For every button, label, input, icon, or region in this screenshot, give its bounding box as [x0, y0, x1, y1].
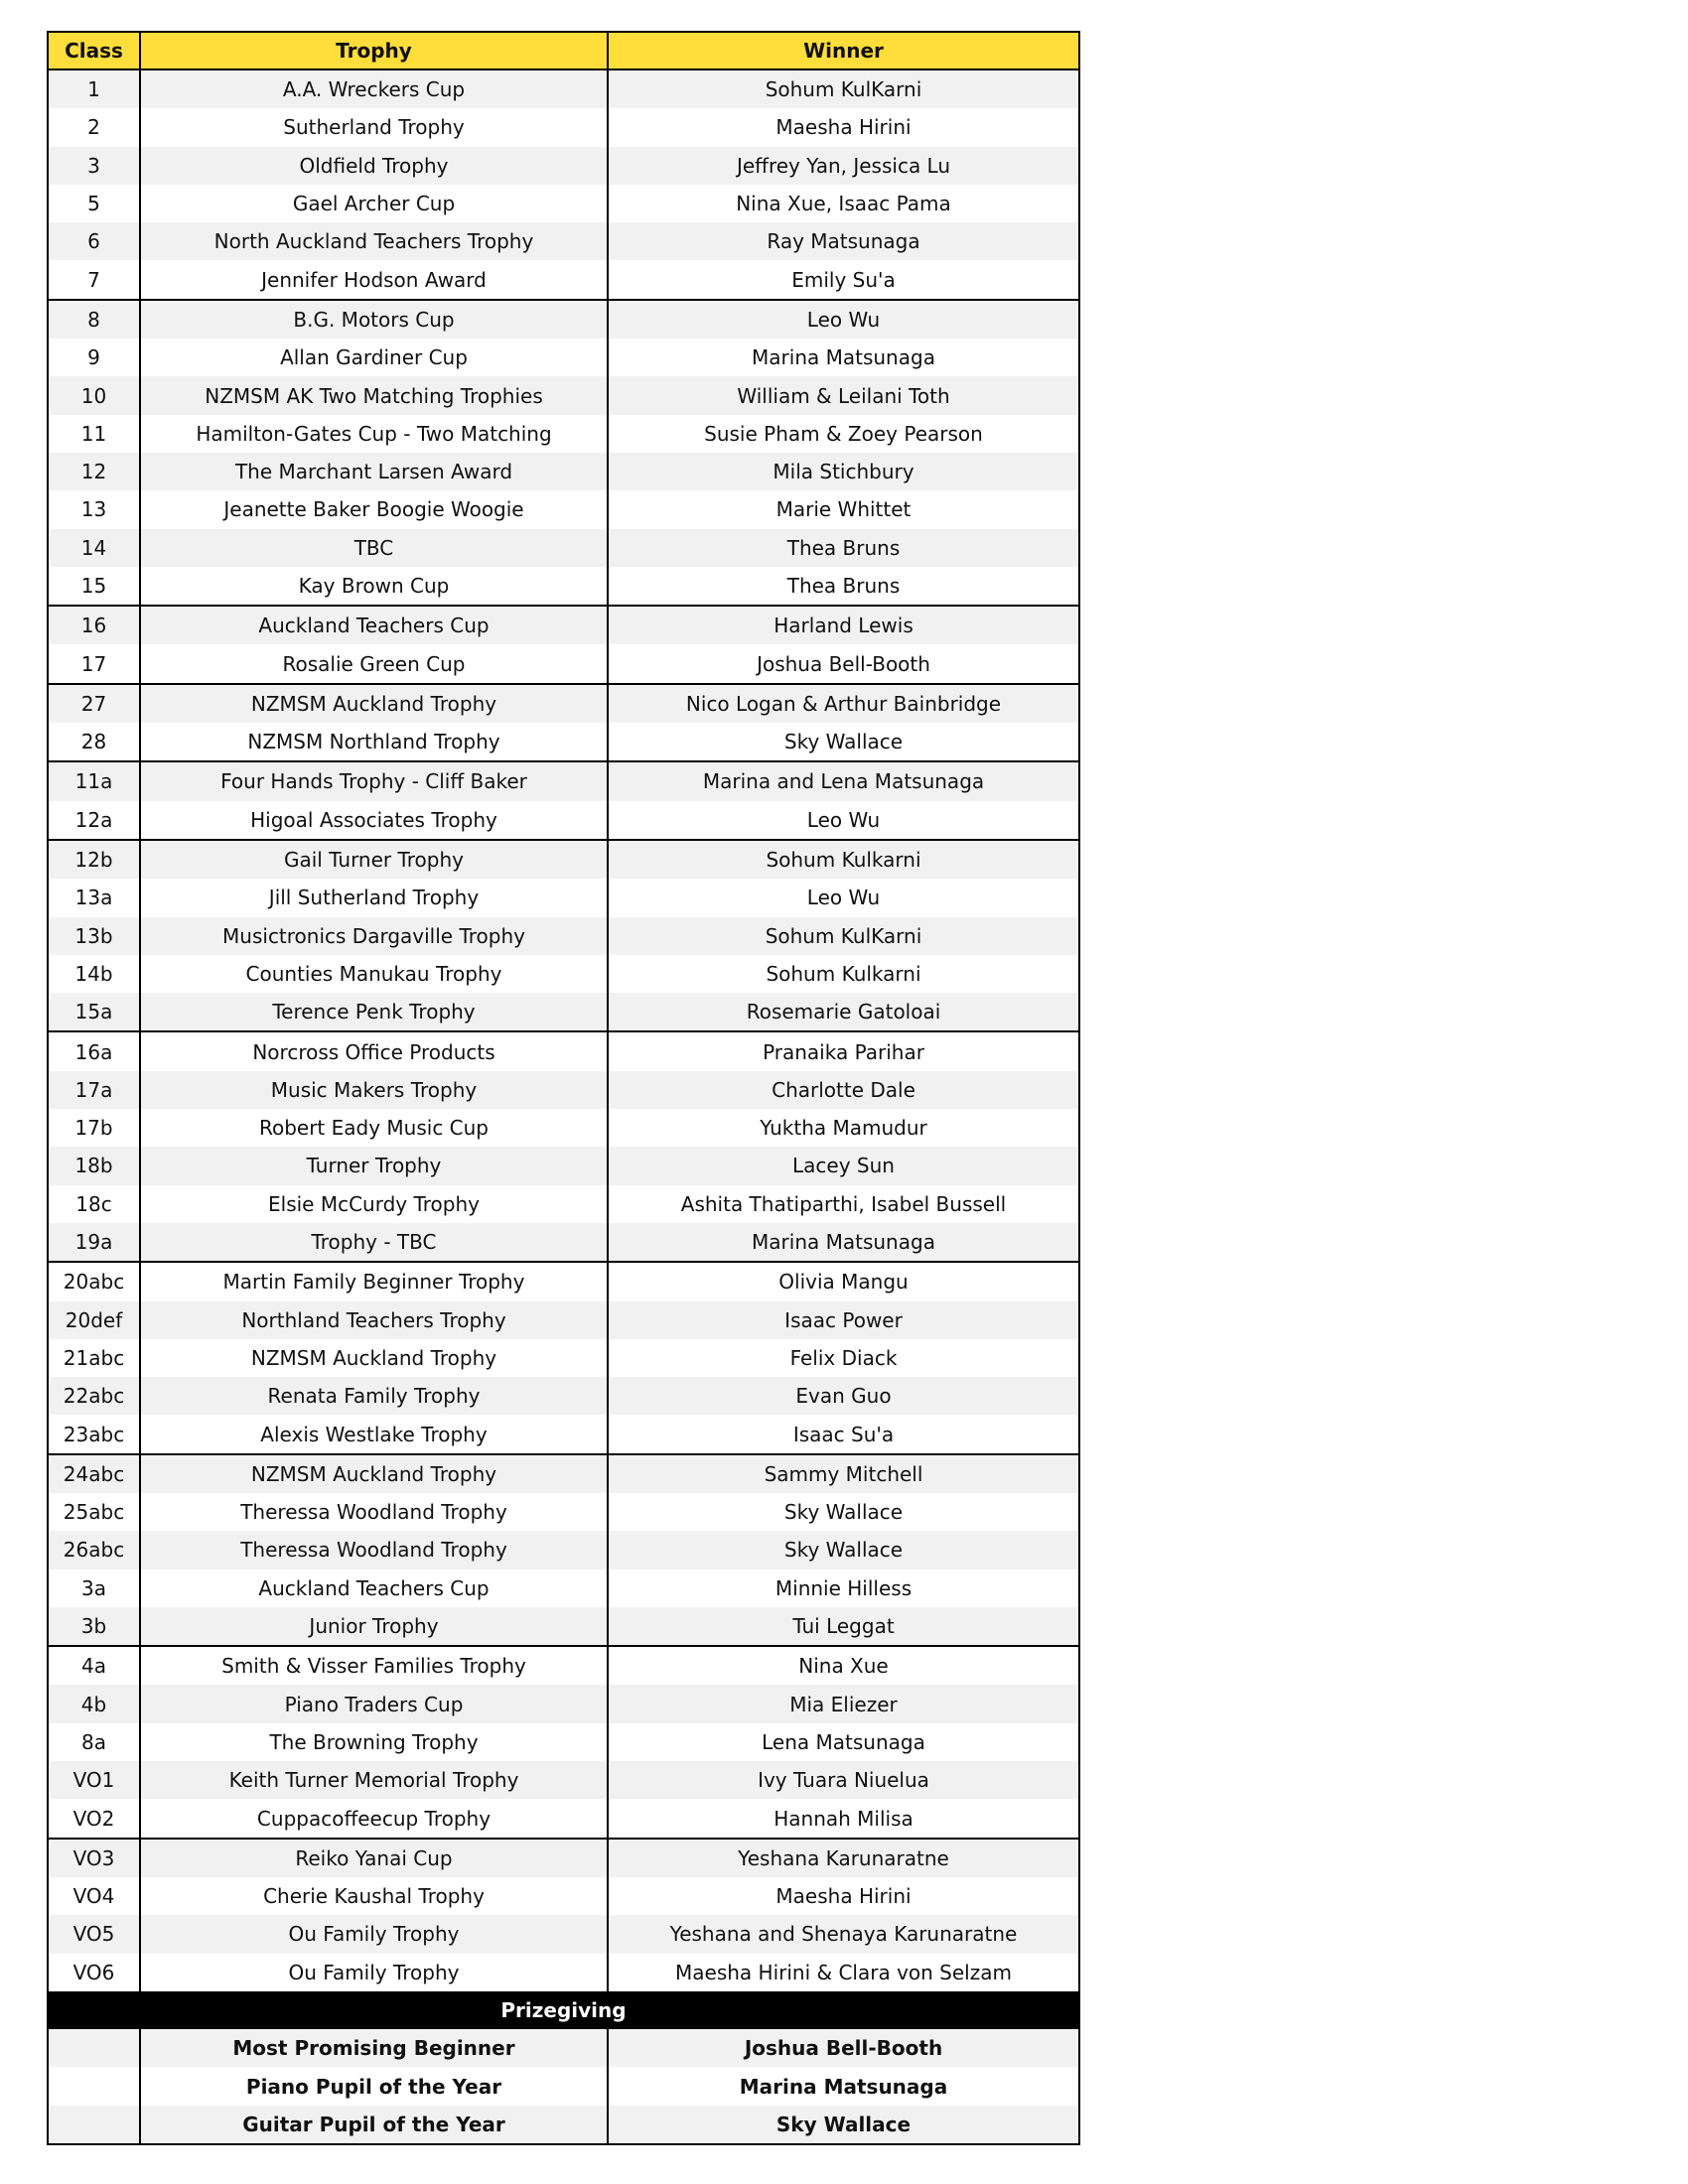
cell-class: 17a: [48, 1071, 140, 1109]
cell-winner: Leo Wu: [608, 801, 1079, 840]
cell-winner: Evan Guo: [608, 1377, 1079, 1415]
cell-trophy: NZMSM Northland Trophy: [140, 723, 608, 761]
cell-class: 14b: [48, 955, 140, 993]
cell-class: 16a: [48, 1031, 140, 1070]
cell-class: 1: [48, 69, 140, 108]
cell-winner: Sohum Kulkarni: [608, 955, 1079, 993]
table-row: [48, 339, 1079, 376]
table-row: [48, 684, 1079, 723]
cell-winner: Nina Xue, Isaac Pama: [608, 185, 1079, 222]
cell-winner: Marie Whittet: [608, 490, 1079, 528]
cell-trophy: TBC: [140, 529, 608, 567]
cell-class: 21abc: [48, 1339, 140, 1377]
cell-winner: Mila Stichbury: [608, 453, 1079, 490]
cell-trophy: The Browning Trophy: [140, 1723, 608, 1761]
cell-trophy: Sutherland Trophy: [140, 108, 608, 146]
cell-trophy: Kay Brown Cup: [140, 567, 608, 606]
cell-winner: Nico Logan & Arthur Bainbridge: [608, 684, 1079, 723]
cell-trophy: Piano Pupil of the Year: [140, 2067, 608, 2105]
table-row: [48, 1185, 1079, 1223]
cell-winner: Sky Wallace: [608, 2106, 1079, 2144]
cell-trophy: Renata Family Trophy: [140, 1377, 608, 1415]
cell-winner: Marina Matsunaga: [608, 339, 1079, 376]
cell-class: [48, 2106, 140, 2144]
cell-class: 27: [48, 684, 140, 723]
cell-class: 4a: [48, 1646, 140, 1685]
cell-trophy: Counties Manukau Trophy: [140, 955, 608, 993]
table-row: [48, 1723, 1079, 1761]
table-row: [48, 1954, 1079, 1991]
cell-class: 14: [48, 529, 140, 567]
cell-trophy: Turner Trophy: [140, 1147, 608, 1184]
cell-winner: Marina Matsunaga: [608, 2067, 1079, 2105]
cell-winner: Sammy Mitchell: [608, 1454, 1079, 1493]
cell-trophy: Keith Turner Memorial Trophy: [140, 1761, 608, 1799]
cell-trophy: Martin Family Beginner Trophy: [140, 1262, 608, 1300]
cell-winner: Sky Wallace: [608, 1531, 1079, 1569]
cell-class: 22abc: [48, 1377, 140, 1415]
table-row: [48, 1839, 1079, 1877]
cell-winner: Sky Wallace: [608, 1493, 1079, 1531]
cell-trophy: Auckland Teachers Cup: [140, 1570, 608, 1607]
cell-class: VO3: [48, 1839, 140, 1877]
cell-trophy: Theressa Woodland Trophy: [140, 1531, 608, 1569]
table-row: [48, 723, 1079, 761]
cell-trophy: B.G. Motors Cup: [140, 300, 608, 339]
cell-winner: Sohum KulKarni: [608, 69, 1079, 108]
cell-class: 15a: [48, 993, 140, 1031]
cell-winner: Sohum KulKarni: [608, 917, 1079, 955]
table-row: [48, 1415, 1079, 1453]
cell-trophy: Norcross Office Products: [140, 1031, 608, 1070]
cell-winner: Ashita Thatiparthi, Isabel Bussell: [608, 1185, 1079, 1223]
cell-trophy: NZMSM AK Two Matching Trophies: [140, 376, 608, 414]
cell-class: 3: [48, 147, 140, 185]
results-document: [47, 31, 1078, 2145]
cell-class: 19a: [48, 1223, 140, 1262]
cell-winner: Isaac Su'a: [608, 1415, 1079, 1453]
cell-trophy: Jennifer Hodson Award: [140, 260, 608, 299]
cell-class: 3b: [48, 1607, 140, 1646]
table-row: [48, 1877, 1079, 1915]
table-row: [48, 761, 1079, 800]
cell-trophy: Ou Family Trophy: [140, 1915, 608, 1953]
cell-trophy: NZMSM Auckland Trophy: [140, 1339, 608, 1377]
cell-winner: Sohum Kulkarni: [608, 840, 1079, 879]
cell-class: 17: [48, 644, 140, 683]
cell-trophy: Most Promising Beginner: [140, 2029, 608, 2067]
cell-trophy: Guitar Pupil of the Year: [140, 2106, 608, 2144]
cell-winner: Sky Wallace: [608, 723, 1079, 761]
cell-class: 9: [48, 339, 140, 376]
cell-winner: Thea Bruns: [608, 529, 1079, 567]
cell-class: 2: [48, 108, 140, 146]
table-row: [48, 1339, 1079, 1377]
table-row: [48, 606, 1079, 644]
table-row: [48, 1071, 1079, 1109]
cell-winner: Harland Lewis: [608, 606, 1079, 644]
cell-winner: Isaac Power: [608, 1301, 1079, 1339]
table-row: [48, 1147, 1079, 1184]
cell-winner: Minnie Hilless: [608, 1570, 1079, 1607]
cell-winner: Joshua Bell-Booth: [608, 644, 1079, 683]
table-header-row: [48, 32, 1079, 69]
table-row: [48, 1570, 1079, 1607]
cell-trophy: A.A. Wreckers Cup: [140, 69, 608, 108]
cell-trophy: Terence Penk Trophy: [140, 993, 608, 1031]
table-row: [48, 879, 1079, 916]
cell-class: VO4: [48, 1877, 140, 1915]
table-row: [48, 490, 1079, 528]
cell-class: 13b: [48, 917, 140, 955]
cell-class: 12: [48, 453, 140, 490]
cell-class: 12a: [48, 801, 140, 840]
cell-class: VO5: [48, 1915, 140, 1953]
award-row: [48, 2029, 1079, 2067]
prizegiving-section-row: [48, 1991, 1079, 2029]
trophy-column-header: Trophy: [140, 32, 608, 69]
table-row: [48, 1262, 1079, 1300]
table-row: [48, 1301, 1079, 1339]
cell-winner: Maesha Hirini: [608, 108, 1079, 146]
cell-class: 18b: [48, 1147, 140, 1184]
cell-trophy: Jeanette Baker Boogie Woogie: [140, 490, 608, 528]
cell-trophy: Reiko Yanai Cup: [140, 1839, 608, 1877]
table-row: [48, 644, 1079, 683]
cell-trophy: Smith & Visser Families Trophy: [140, 1646, 608, 1685]
cell-trophy: Rosalie Green Cup: [140, 644, 608, 683]
cell-class: 20def: [48, 1301, 140, 1339]
table-row: [48, 1685, 1079, 1722]
cell-winner: Charlotte Dale: [608, 1071, 1079, 1109]
cell-trophy: Four Hands Trophy - Cliff Baker: [140, 761, 608, 800]
cell-trophy: Robert Eady Music Cup: [140, 1109, 608, 1147]
cell-class: [48, 2029, 140, 2067]
cell-winner: Marina Matsunaga: [608, 1223, 1079, 1262]
cell-trophy: Gail Turner Trophy: [140, 840, 608, 879]
table-row: [48, 1915, 1079, 1953]
cell-class: 26abc: [48, 1531, 140, 1569]
cell-class: 23abc: [48, 1415, 140, 1453]
cell-trophy: North Auckland Teachers Trophy: [140, 222, 608, 260]
cell-trophy: Trophy - TBC: [140, 1223, 608, 1262]
table-row: [48, 955, 1079, 993]
award-row: [48, 2067, 1079, 2105]
table-row: [48, 185, 1079, 222]
cell-trophy: Piano Traders Cup: [140, 1685, 608, 1722]
cell-winner: Joshua Bell-Booth: [608, 2029, 1079, 2067]
cell-trophy: Northland Teachers Trophy: [140, 1301, 608, 1339]
cell-winner: William & Leilani Toth: [608, 376, 1079, 414]
cell-class: 24abc: [48, 1454, 140, 1493]
award-row: [48, 2106, 1079, 2144]
cell-class: 28: [48, 723, 140, 761]
table-row: [48, 801, 1079, 840]
cell-class: 8: [48, 300, 140, 339]
table-row: [48, 1531, 1079, 1569]
table-row: [48, 1377, 1079, 1415]
cell-trophy: Gael Archer Cup: [140, 185, 608, 222]
table-row: [48, 993, 1079, 1031]
table-row: [48, 453, 1079, 490]
table-row: [48, 108, 1079, 146]
table-row: [48, 917, 1079, 955]
cell-class: 17b: [48, 1109, 140, 1147]
table-row: [48, 300, 1079, 339]
cell-class: 11: [48, 415, 140, 453]
cell-winner: Tui Leggat: [608, 1607, 1079, 1646]
cell-winner: Pranaika Parihar: [608, 1031, 1079, 1070]
cell-class: VO2: [48, 1799, 140, 1838]
cell-winner: Lena Matsunaga: [608, 1723, 1079, 1761]
cell-winner: Hannah Milisa: [608, 1799, 1079, 1838]
cell-winner: Jeffrey Yan, Jessica Lu: [608, 147, 1079, 185]
table-row: [48, 567, 1079, 606]
winner-column-header: Winner: [608, 32, 1079, 69]
cell-winner: Leo Wu: [608, 879, 1079, 916]
table-row: [48, 1223, 1079, 1262]
table-row: [48, 260, 1079, 299]
cell-trophy: Higoal Associates Trophy: [140, 801, 608, 840]
cell-winner: Rosemarie Gatoloai: [608, 993, 1079, 1031]
cell-class: 20abc: [48, 1262, 140, 1300]
cell-trophy: Music Makers Trophy: [140, 1071, 608, 1109]
cell-class: 5: [48, 185, 140, 222]
cell-winner: Lacey Sun: [608, 1147, 1079, 1184]
cell-class: 4b: [48, 1685, 140, 1722]
table-row: [48, 147, 1079, 185]
cell-trophy: Cherie Kaushal Trophy: [140, 1877, 608, 1915]
table-row: [48, 1109, 1079, 1147]
table-row: [48, 376, 1079, 414]
table-row: [48, 1454, 1079, 1493]
table-row: [48, 1607, 1079, 1646]
table-row: [48, 1031, 1079, 1070]
cell-class: 13: [48, 490, 140, 528]
table-row: [48, 840, 1079, 879]
cell-class: 8a: [48, 1723, 140, 1761]
cell-trophy: Theressa Woodland Trophy: [140, 1493, 608, 1531]
cell-trophy: Ou Family Trophy: [140, 1954, 608, 1991]
cell-winner: Thea Bruns: [608, 567, 1079, 606]
cell-trophy: The Marchant Larsen Award: [140, 453, 608, 490]
cell-trophy: Junior Trophy: [140, 1607, 608, 1646]
cell-trophy: Alexis Westlake Trophy: [140, 1415, 608, 1453]
cell-trophy: Musictronics Dargaville Trophy: [140, 917, 608, 955]
table-row: [48, 1646, 1079, 1685]
table-row: [48, 1799, 1079, 1838]
cell-trophy: Jill Sutherland Trophy: [140, 879, 608, 916]
cell-winner: Felix Diack: [608, 1339, 1079, 1377]
table-row: [48, 415, 1079, 453]
table-row: [48, 69, 1079, 108]
cell-trophy: NZMSM Auckland Trophy: [140, 1454, 608, 1493]
cell-trophy: Elsie McCurdy Trophy: [140, 1185, 608, 1223]
cell-trophy: Auckland Teachers Cup: [140, 606, 608, 644]
class-column-header: Class: [48, 32, 140, 69]
cell-trophy: Allan Gardiner Cup: [140, 339, 608, 376]
cell-winner: Nina Xue: [608, 1646, 1079, 1685]
cell-class: 10: [48, 376, 140, 414]
cell-class: 11a: [48, 761, 140, 800]
cell-winner: Maesha Hirini: [608, 1877, 1079, 1915]
cell-class: 15: [48, 567, 140, 606]
cell-class: 16: [48, 606, 140, 644]
cell-winner: Yeshana and Shenaya Karunaratne: [608, 1915, 1079, 1953]
prizegiving-heading: Prizegiving: [48, 1991, 1079, 2029]
table-row: [48, 529, 1079, 567]
cell-class: 6: [48, 222, 140, 260]
cell-class: 13a: [48, 879, 140, 916]
cell-winner: Olivia Mangu: [608, 1262, 1079, 1300]
cell-class: VO6: [48, 1954, 140, 1991]
table-row: [48, 222, 1079, 260]
cell-winner: Emily Su'a: [608, 260, 1079, 299]
cell-trophy: Hamilton-Gates Cup - Two Matching: [140, 415, 608, 453]
cell-class: VO1: [48, 1761, 140, 1799]
cell-winner: Yeshana Karunaratne: [608, 1839, 1079, 1877]
cell-class: 7: [48, 260, 140, 299]
cell-winner: Leo Wu: [608, 300, 1079, 339]
cell-winner: Susie Pham & Zoey Pearson: [608, 415, 1079, 453]
cell-trophy: Oldfield Trophy: [140, 147, 608, 185]
cell-winner: Ray Matsunaga: [608, 222, 1079, 260]
table-row: [48, 1761, 1079, 1799]
cell-class: 18c: [48, 1185, 140, 1223]
cell-winner: Yuktha Mamudur: [608, 1109, 1079, 1147]
table-row: [48, 1493, 1079, 1531]
table-body: [48, 69, 1079, 2144]
cell-class: [48, 2067, 140, 2105]
cell-class: 12b: [48, 840, 140, 879]
cell-winner: Marina and Lena Matsunaga: [608, 761, 1079, 800]
cell-class: 3a: [48, 1570, 140, 1607]
trophy-winners-table: [47, 31, 1080, 2145]
cell-winner: Ivy Tuara Niuelua: [608, 1761, 1079, 1799]
cell-trophy: Cuppacoffeecup Trophy: [140, 1799, 608, 1838]
cell-winner: Maesha Hirini & Clara von Selzam: [608, 1954, 1079, 1991]
cell-trophy: NZMSM Auckland Trophy: [140, 684, 608, 723]
cell-class: 25abc: [48, 1493, 140, 1531]
cell-winner: Mia Eliezer: [608, 1685, 1079, 1722]
